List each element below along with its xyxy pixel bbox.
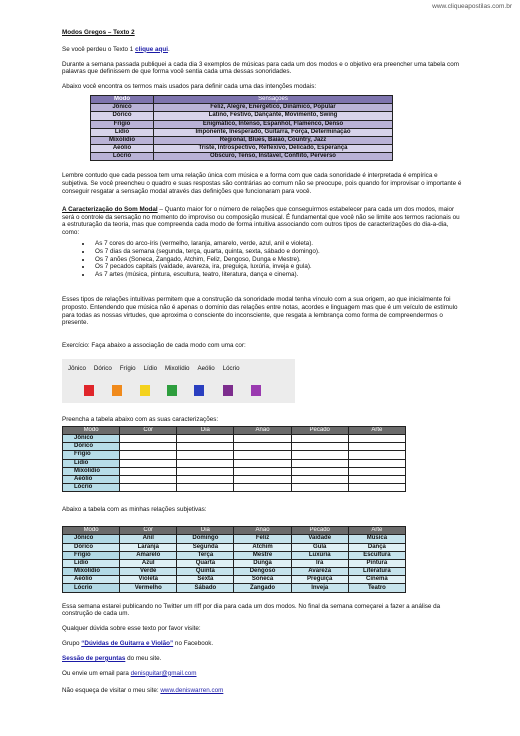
color-swatch[interactable] bbox=[112, 385, 122, 396]
sensations-cell: Enigmático, Intenso, Espanhol, Flamenco, Denso bbox=[154, 120, 393, 128]
table-header: Cor bbox=[120, 426, 177, 434]
mode-cell: Dórico bbox=[63, 543, 120, 551]
mode-cell: Aeólio bbox=[63, 576, 120, 584]
mode-cell: Dórico bbox=[91, 112, 154, 120]
table-row bbox=[63, 467, 406, 475]
relation-cell: Atchim bbox=[234, 543, 291, 551]
document-title: Modos Gregos – Texto 2 bbox=[62, 29, 135, 36]
site-url: www.cliqueapostilas.com.br bbox=[432, 3, 512, 10]
email-prefix: Ou envie um email para bbox=[62, 669, 131, 677]
empty-cell[interactable] bbox=[348, 459, 405, 467]
table-row bbox=[63, 559, 406, 567]
my-table-caption: Abaixo a tabela com as minhas relações subjetivas: bbox=[62, 506, 207, 514]
table-row bbox=[63, 484, 406, 492]
table-row bbox=[63, 475, 406, 483]
mode-cell: Lócrio bbox=[63, 584, 120, 592]
table-row bbox=[63, 584, 406, 592]
mode-cell: Mixolídio bbox=[63, 467, 120, 475]
relation-cell: Dengoso bbox=[234, 568, 291, 576]
table-row bbox=[91, 145, 393, 153]
relation-cell: Azul bbox=[120, 559, 177, 567]
relation-cell: Soneca bbox=[234, 576, 291, 584]
empty-cell[interactable] bbox=[291, 484, 348, 492]
relation-cell: Teatro bbox=[348, 584, 405, 592]
table-row bbox=[63, 435, 406, 443]
color-exercise-box bbox=[62, 359, 295, 403]
empty-cell[interactable] bbox=[291, 467, 348, 475]
mode-cell: Lídio bbox=[63, 459, 120, 467]
mode-cell: Mixolídio bbox=[91, 136, 154, 144]
mode-name-label: Dórico bbox=[93, 365, 112, 373]
table-row bbox=[91, 104, 393, 112]
empty-cell[interactable] bbox=[291, 459, 348, 467]
modes-sensations-table bbox=[90, 95, 393, 162]
facebook-group-link[interactable]: “Dúvidas de Guitarra e Violão” bbox=[81, 640, 174, 648]
relation-cell: Dunga bbox=[234, 559, 291, 567]
table-row bbox=[91, 153, 393, 161]
empty-cell[interactable] bbox=[348, 475, 405, 483]
mode-name-label: Aeólio bbox=[197, 365, 215, 373]
relation-cell: Vermelho bbox=[120, 584, 177, 592]
empty-cell[interactable] bbox=[120, 451, 177, 459]
relation-cell: Anil bbox=[120, 535, 177, 543]
empty-cell[interactable] bbox=[291, 451, 348, 459]
exercise-text: Exercício: Faça abaixo a associação de cada modo com uma cor: bbox=[62, 342, 246, 350]
relation-cell: Quarta bbox=[177, 559, 234, 567]
table-row bbox=[63, 551, 406, 559]
empty-cell[interactable] bbox=[177, 484, 234, 492]
sensations-cell: Latino, Festivo, Dançante, Movimento, Swing bbox=[154, 112, 393, 120]
sensations-cell: Imponente, Inesperado, Guitarra, Força, Determinação bbox=[154, 128, 393, 136]
mode-name-label: Lídio bbox=[143, 365, 158, 373]
table-header: Arte bbox=[348, 426, 405, 434]
empty-cell[interactable] bbox=[234, 467, 291, 475]
empty-cell[interactable] bbox=[234, 443, 291, 451]
fill-in-table bbox=[62, 426, 406, 493]
empty-cell[interactable] bbox=[120, 467, 177, 475]
table-row bbox=[91, 128, 393, 136]
mode-name-label: Lócrio bbox=[222, 365, 240, 373]
relation-cell: Laranja bbox=[120, 543, 177, 551]
mode-cell: Frígio bbox=[63, 451, 120, 459]
relation-cell: Domingo bbox=[177, 535, 234, 543]
empty-cell[interactable] bbox=[177, 443, 234, 451]
relation-cell: Amarelo bbox=[120, 551, 177, 559]
relation-cell: Luxúria bbox=[291, 551, 348, 559]
empty-cell[interactable] bbox=[291, 435, 348, 443]
questions-paragraph: Qualquer dúvida sobre esse texto por favor visite: bbox=[62, 625, 201, 633]
table-header: Anão bbox=[234, 426, 291, 434]
table-header: Pecado bbox=[291, 426, 348, 434]
empty-cell[interactable] bbox=[120, 475, 177, 483]
relation-cell: Segunda bbox=[177, 543, 234, 551]
table-header: Cor bbox=[120, 527, 177, 535]
empty-cell[interactable] bbox=[177, 451, 234, 459]
mode-cell: Lídio bbox=[91, 128, 154, 136]
mode-cell: Lídio bbox=[63, 559, 120, 567]
empty-cell[interactable] bbox=[234, 435, 291, 443]
mode-name-label: Jônico bbox=[68, 365, 86, 373]
questions-session-link[interactable]: Sessão de perguntas bbox=[62, 654, 126, 662]
table-row bbox=[63, 451, 406, 459]
relation-cell: Avareza bbox=[291, 568, 348, 576]
table-row bbox=[63, 576, 406, 584]
relation-cell: Sexta bbox=[177, 576, 234, 584]
lost-suffix: . bbox=[167, 45, 170, 53]
relation-cell: Escultura bbox=[348, 551, 405, 559]
empty-cell[interactable] bbox=[291, 475, 348, 483]
visit-line bbox=[62, 687, 462, 695]
intuitive-paragraph: Esses tipos de relações intuitivas permitem que a construção da sonoridade modal tenha vínculo com a sua origem, ao que inicialmente foi proposto. Entendendo que música não é apenas o domínio das relações entre notas, acordes e linguagem mas que é um veículo de estímulo para todas as nossas virtudes, que aproxima o consciente do inconsciente, que resgata a lembrança como forma de compreendermos o presente. bbox=[62, 296, 458, 327]
group-prefix: Grupo bbox=[62, 640, 82, 648]
color-swatch[interactable] bbox=[223, 385, 233, 396]
mode-cell: Lócrio bbox=[91, 153, 154, 161]
relation-cell: Cinema bbox=[348, 576, 405, 584]
relation-cell: Sábado bbox=[177, 584, 234, 592]
lost-text-line bbox=[62, 46, 462, 54]
color-swatch[interactable] bbox=[84, 385, 94, 396]
relation-cell: Terça bbox=[177, 551, 234, 559]
mode-cell: Aeólio bbox=[63, 475, 120, 483]
mode-name-label: Mixolídio bbox=[165, 365, 190, 373]
color-swatch[interactable] bbox=[194, 385, 204, 396]
mode-cell: Dórico bbox=[63, 443, 120, 451]
relation-cell: Mestre bbox=[234, 551, 291, 559]
relation-cell: Violeta bbox=[120, 576, 177, 584]
session-suffix: do meu site. bbox=[125, 654, 162, 662]
empty-cell[interactable] bbox=[120, 459, 177, 467]
empty-cell[interactable] bbox=[120, 484, 177, 492]
empty-cell[interactable] bbox=[177, 459, 234, 467]
empty-cell[interactable] bbox=[177, 475, 234, 483]
list-item: • As 7 cores do arco-íris (vermelho, laranja, amarelo, verde, azul, anil e violeta). bbox=[92, 240, 462, 248]
empty-cell[interactable] bbox=[120, 443, 177, 451]
click-here-link[interactable]: clique aqui bbox=[135, 45, 168, 53]
mode-cell: Lócrio bbox=[63, 484, 120, 492]
group-suffix: no Facebook. bbox=[173, 640, 214, 648]
relation-cell: Verde bbox=[120, 568, 177, 576]
empty-cell[interactable] bbox=[348, 467, 405, 475]
list-item: • Os 7 pecados capitais (vaidade, avareza, ira, preguiça, luxúria, inveja e gula). bbox=[92, 263, 462, 271]
session-line bbox=[62, 655, 462, 663]
associations-list bbox=[62, 240, 462, 279]
section-text: – Quanto maior for o número de relações que conseguirmos estabelecer para cada um dos modos, maior será o controle da sensação no momento do improviso ou composição musical. É fundamental que você não se limite aos termos racionais ou a estruturação da teoria, mas que compreenda cada modo de forma intuitiva associando com outros tipos de caracterizações do dia-a-dia, como: bbox=[62, 205, 460, 237]
empty-cell[interactable] bbox=[234, 484, 291, 492]
sensations-cell: Feliz, Alegre, Energético, Dinâmico, Popular bbox=[154, 104, 393, 112]
list-item: • As 7 artes (música, pintura, escultura, teatro, literatura, dança e cinema). bbox=[92, 271, 462, 279]
table-row bbox=[63, 459, 406, 467]
relation-cell: Pintura bbox=[348, 559, 405, 567]
table-row bbox=[91, 136, 393, 144]
empty-cell[interactable] bbox=[234, 451, 291, 459]
section-paragraph bbox=[62, 206, 462, 237]
color-swatch[interactable] bbox=[251, 385, 261, 396]
empty-cell[interactable] bbox=[348, 435, 405, 443]
relation-cell: Preguiça bbox=[291, 576, 348, 584]
relation-cell: Literatura bbox=[348, 568, 405, 576]
relation-cell: Dança bbox=[348, 543, 405, 551]
mode-cell: Jônico bbox=[63, 435, 120, 443]
list-item: • Os 7 dias da semana (segunda, terça, quarta, quinta, sexta, sábado e domingo). bbox=[92, 248, 462, 256]
empty-cell[interactable] bbox=[348, 443, 405, 451]
relation-cell: Ira bbox=[291, 559, 348, 567]
list-item: • Os 7 anões (Soneca, Zangado, Atchim, Feliz, Dengoso, Dunga e Mestre). bbox=[92, 256, 462, 264]
empty-cell[interactable] bbox=[177, 435, 234, 443]
document-page bbox=[62, 29, 462, 695]
relation-cell: Inveja bbox=[291, 584, 348, 592]
empty-cell[interactable] bbox=[348, 451, 405, 459]
table-header: Dia bbox=[177, 426, 234, 434]
table-row bbox=[63, 443, 406, 451]
table-header: Anão bbox=[234, 527, 291, 535]
empty-cell[interactable] bbox=[348, 484, 405, 492]
table-row bbox=[63, 568, 406, 576]
mode-cell: Jônico bbox=[91, 104, 154, 112]
mode-cell: Frígio bbox=[91, 120, 154, 128]
remember-paragraph: Lembre contudo que cada pessoa tem uma relação única com música e a forma com que cada sonoridade é interpretada é empírica e subjetiva. Se você preencheu o quadro e suas respostas são contrárias ao comum não se preocupe, pois quando for improvisar o importante é conseguir resgatar a sensação modal através das definições que funcionaram para você. bbox=[62, 172, 462, 196]
empty-cell[interactable] bbox=[177, 467, 234, 475]
table-header: Modo bbox=[63, 527, 120, 535]
empty-cell[interactable] bbox=[291, 443, 348, 451]
mode-cell: Frígio bbox=[63, 551, 120, 559]
email-link[interactable]: denisguitar@gmail.com bbox=[130, 669, 197, 677]
color-swatch[interactable] bbox=[167, 385, 177, 396]
mode-name-label: Frígio bbox=[119, 365, 136, 373]
email-line bbox=[62, 670, 462, 678]
table-header: Pecado bbox=[291, 527, 348, 535]
website-link[interactable]: www.deniswarren.com bbox=[160, 687, 224, 695]
table-row bbox=[63, 535, 406, 543]
mode-cell: Jônico bbox=[63, 535, 120, 543]
mode-names-row bbox=[68, 365, 248, 373]
table-row bbox=[91, 120, 393, 128]
terms-paragraph: Abaixo você encontra os termos mais usados para definir cada uma das intenções modais: bbox=[62, 83, 317, 91]
table-header: Sensações bbox=[154, 95, 393, 103]
visit-prefix: Não esqueça de visitar o meu site: bbox=[62, 687, 161, 695]
table-header: Modo bbox=[63, 426, 120, 434]
empty-cell[interactable] bbox=[234, 475, 291, 483]
lost-prefix: Se você perdeu o Texto 1 bbox=[62, 45, 136, 53]
relation-cell: Vaidade bbox=[291, 535, 348, 543]
table-header: Arte bbox=[348, 527, 405, 535]
color-swatch[interactable] bbox=[140, 385, 150, 396]
group-line bbox=[62, 640, 462, 648]
my-relations-table bbox=[62, 526, 406, 593]
section-heading: A Caracterização do Som Modal bbox=[62, 205, 158, 213]
relation-cell: Zangado bbox=[234, 584, 291, 592]
table-header: Dia bbox=[177, 527, 234, 535]
relation-cell: Quinta bbox=[177, 568, 234, 576]
table-header: Modo bbox=[91, 95, 154, 103]
fill-table-caption: Preencha a tabela abaixo com as suas caracterizações: bbox=[62, 416, 219, 424]
relation-cell: Gula bbox=[291, 543, 348, 551]
mode-cell: Aeólio bbox=[91, 145, 154, 153]
empty-cell[interactable] bbox=[120, 435, 177, 443]
table-row bbox=[91, 112, 393, 120]
sensations-cell: Obscuro, Tenso, Instável, Conflito, Perverso bbox=[154, 153, 393, 161]
table-row bbox=[63, 543, 406, 551]
mode-cell: Mixolídio bbox=[63, 568, 120, 576]
twitter-paragraph: Essa semana estarei publicando no Twitter um riff por dia para cada um dos modos. No final da semana começarei a fazer a análise da construção de cada um. bbox=[62, 602, 441, 618]
empty-cell[interactable] bbox=[234, 459, 291, 467]
relation-cell: Música bbox=[348, 535, 405, 543]
sensations-cell: Triste, Introspectivo, Reflexivo, Delicado, Esperança bbox=[154, 145, 393, 153]
intro-paragraph: Durante a semana passada publiquei a cada dia 3 exemplos de músicas para cada um dos modos e o objetivo era preencher uma tabela com palavras que definissem de que forma você sentia cada uma dessas sonoridades. bbox=[62, 60, 459, 76]
sensations-cell: Regional, Blues, Baião, Country, Jazz bbox=[154, 136, 393, 144]
relation-cell: Feliz bbox=[234, 535, 291, 543]
